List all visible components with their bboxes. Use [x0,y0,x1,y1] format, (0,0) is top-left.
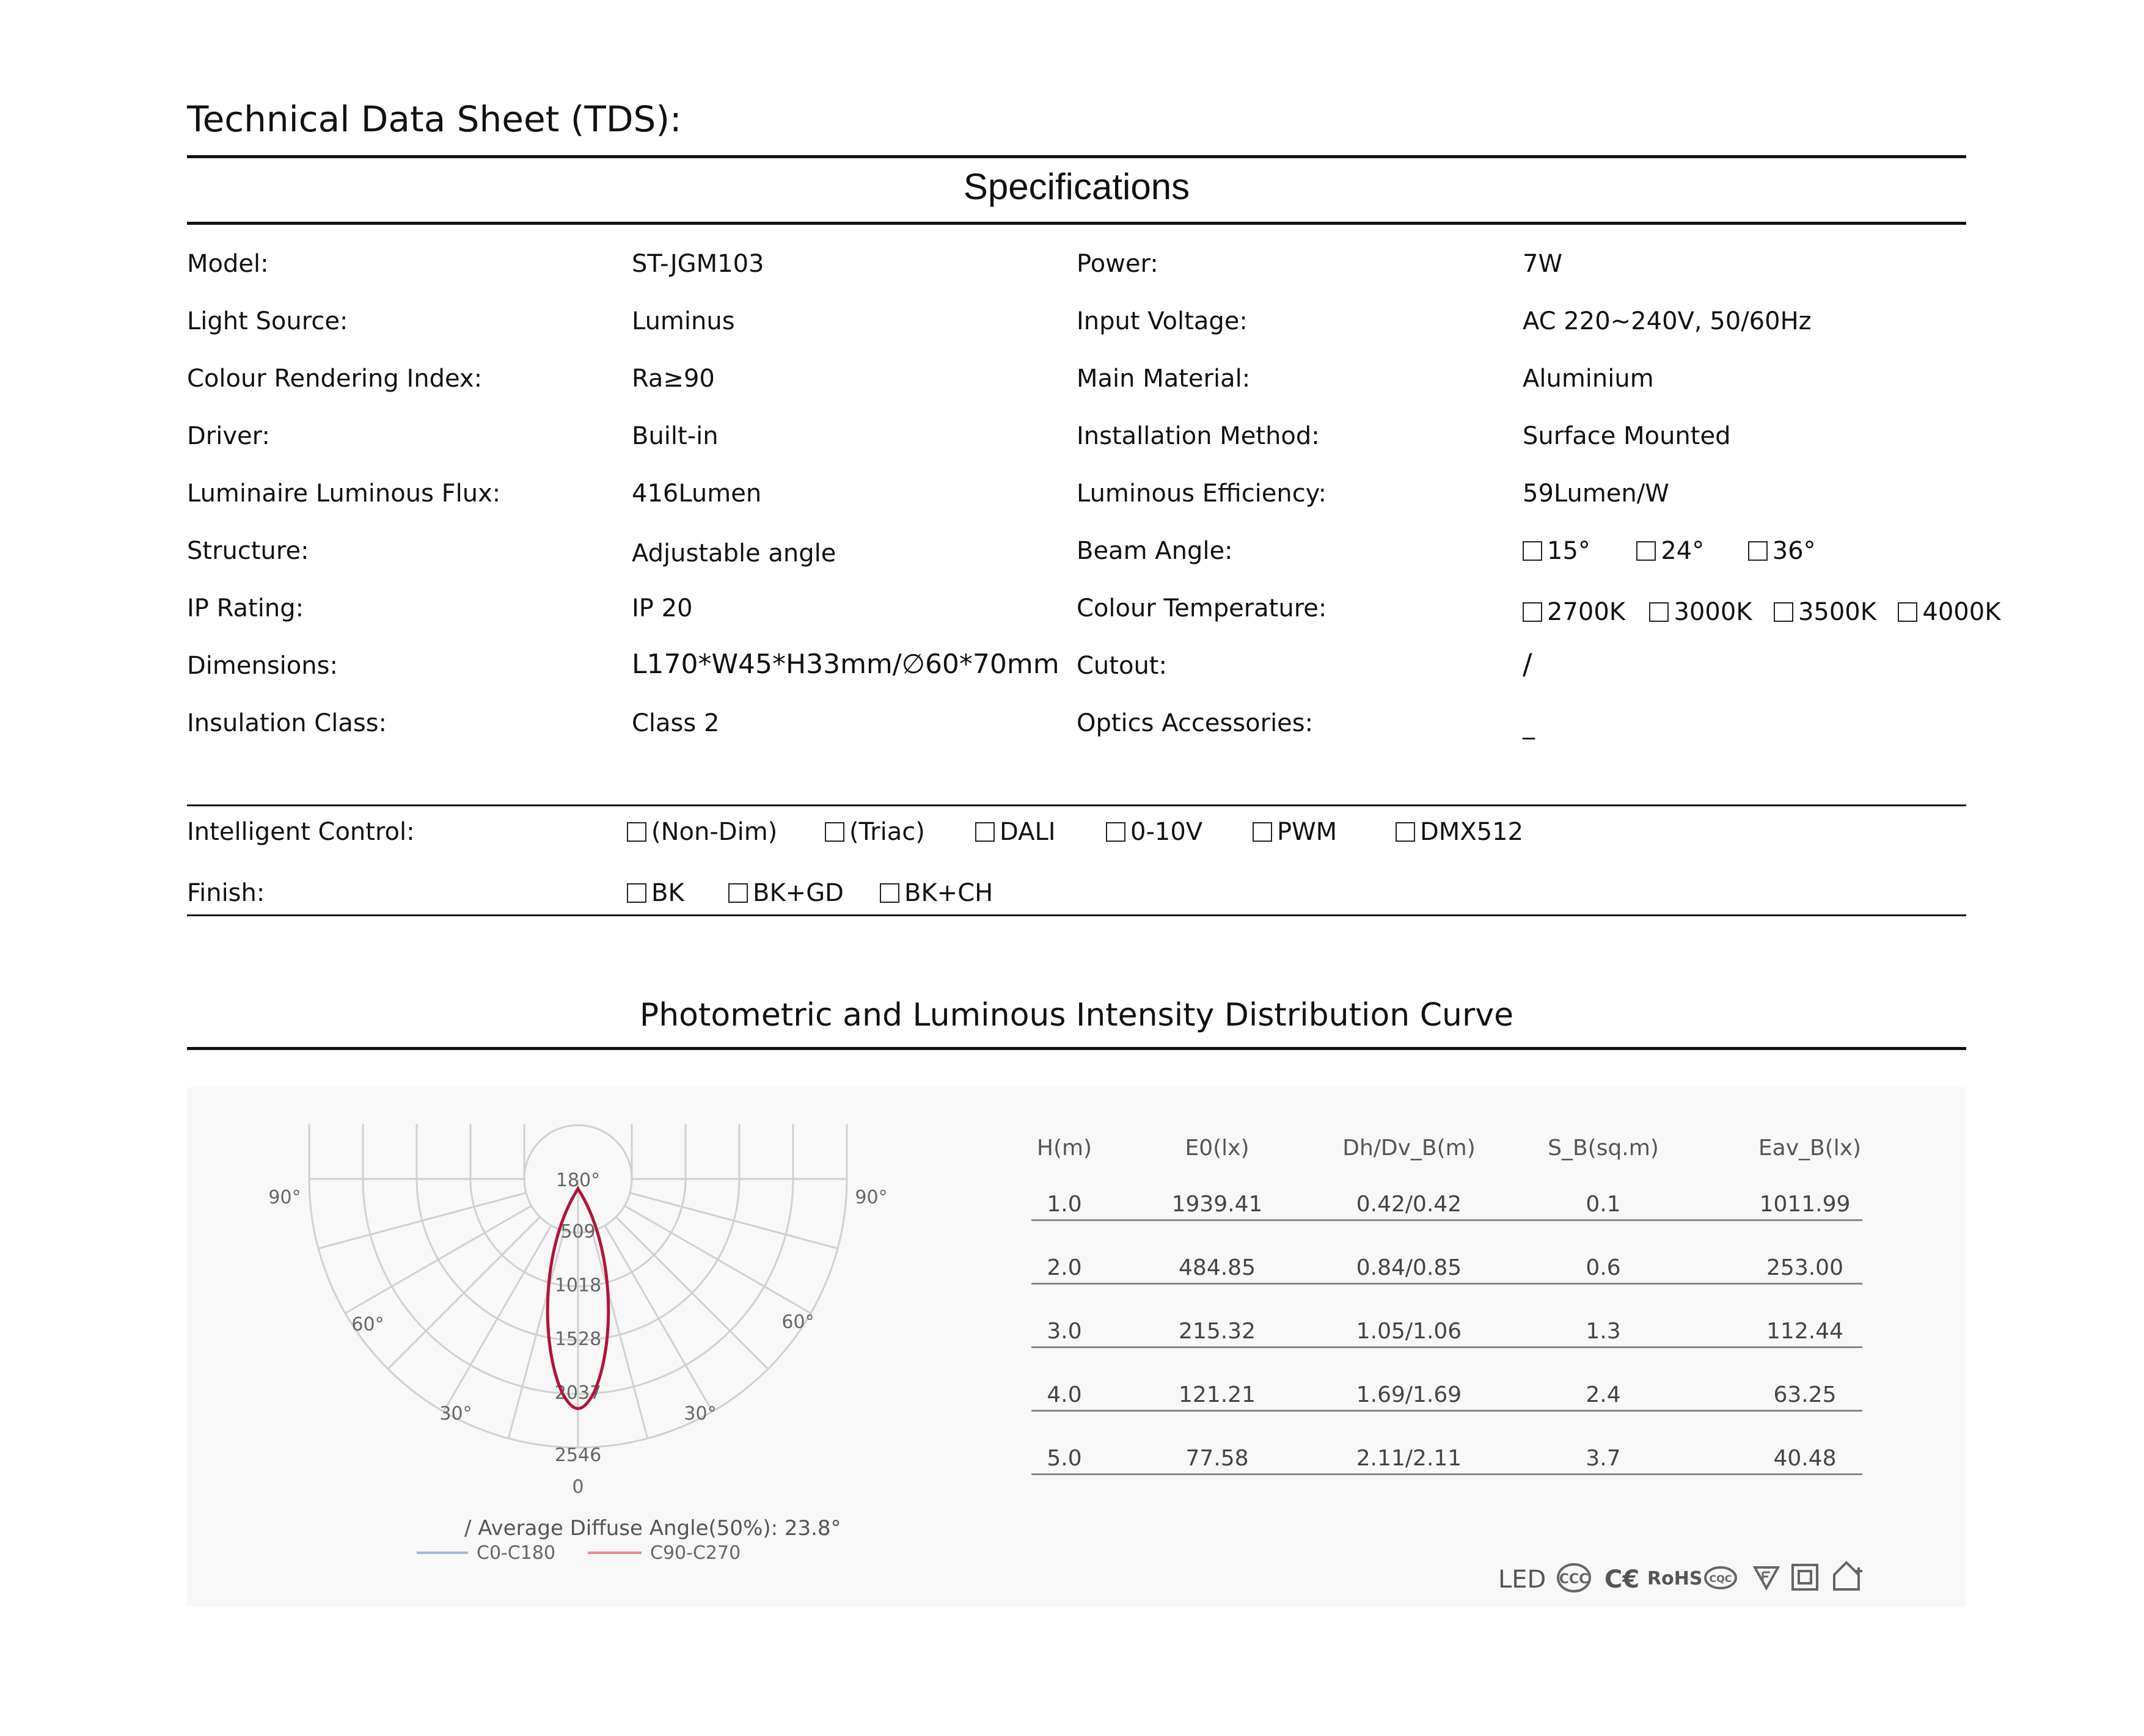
spec-value: _ [1523,712,1535,740]
spec-label: Luminous Efficiency: [1077,480,1326,508]
control-option-label: (Triac) [849,818,925,846]
table-cell: 1.69/1.69 [1356,1382,1462,1407]
table-cell: 2.4 [1586,1382,1621,1407]
checkbox[interactable] [1396,822,1415,842]
table-cell: 0.42/0.42 [1356,1192,1462,1217]
radial-intensity-label: 2546 [554,1445,602,1466]
radial-intensity-label: 1528 [554,1329,602,1350]
led-label: LED [1498,1566,1546,1594]
polar-spoke [444,1225,551,1412]
table-header: H(m) [1036,1136,1092,1161]
table-cell: 1011.99 [1759,1192,1851,1217]
cct-3500-label: 3500K [1798,598,1876,626]
spec-label: Cutout: [1077,652,1167,680]
ce-mark-icon: C€ [1604,1566,1640,1594]
angle-label-180: 180° [555,1170,601,1191]
photometric-heading: Photometric and Luminous Intensity Distribution Curve [639,997,1514,1034]
spec-value: Built-in [632,422,719,450]
f-mark-icon [1752,1564,1780,1592]
polar-spoke [630,1193,838,1249]
table-cell: 1.0 [1047,1192,1082,1217]
svg-text:CCC: CCC [1559,1572,1589,1587]
control-option[interactable] [627,820,777,844]
spec-label: Luminaire Luminous Flux: [187,480,501,508]
checkbox[interactable] [627,883,646,903]
checkbox[interactable] [728,883,748,903]
rohs-mark-icon: RoHS [1647,1568,1703,1589]
checkbox[interactable] [825,822,844,842]
beam-24-checkbox[interactable] [1636,541,1656,561]
table-header: Eav_B(lx) [1758,1136,1862,1161]
spec-label: IP Rating: [187,594,304,622]
specifications-heading: Specifications [963,166,1190,207]
spec-label: Installation Method: [1077,422,1320,450]
angle-label-90-left: 90° [268,1187,301,1208]
title-divider [187,155,1966,158]
average-diffuse-angle-caption: / Average Diffuse Angle(50%): 23.8° [464,1516,841,1541]
spec-label: Main Material: [1077,365,1251,393]
spec-value: / [1523,647,1532,680]
table-cell: 1.3 [1586,1319,1621,1344]
table-cell: 2.11/2.11 [1356,1446,1462,1471]
table-cell: 112.44 [1766,1319,1843,1344]
controls-bottom-divider [187,914,1966,916]
spec-label: Beam Angle: [1077,537,1233,565]
beam-36-checkbox[interactable] [1748,541,1768,561]
control-option-label: PWM [1277,818,1337,846]
spec-label: Input Voltage: [1077,307,1248,335]
checkbox[interactable] [1106,822,1125,842]
house-icon [1831,1559,1864,1593]
beam-36-label: 36° [1772,537,1816,565]
control-option[interactable] [1396,820,1523,844]
document-title: Technical Data Sheet (TDS): [187,98,682,140]
class2-square-icon [1790,1563,1820,1592]
legend-label-c90-c270: C90-C270 [650,1542,741,1564]
finish-option-label: BK+CH [904,879,993,907]
beam-15-checkbox[interactable] [1523,541,1542,561]
table-cell: 3.0 [1047,1319,1082,1344]
spec-value: Aluminium [1523,365,1654,393]
table-cell: 484.85 [1179,1255,1256,1280]
colour-temperature-options [1523,600,2000,624]
spec-label: Driver: [187,422,270,450]
control-option-label: DALI [1000,818,1056,846]
polar-spoke [318,1193,526,1249]
spec-value: Ra≥90 [632,365,715,393]
polar-spoke [605,1225,712,1412]
finish-label: Finish: [187,879,265,907]
table-header: S_B(sq.m) [1548,1136,1659,1161]
spec-value: Adjustable angle [632,539,836,567]
angle-label-60-right: 60° [781,1311,814,1333]
polar-spoke [388,1217,540,1369]
cct-2700-label: 2700K [1547,598,1626,626]
radial-intensity-label: 1018 [554,1275,602,1296]
cct-4000-checkbox[interactable] [1898,602,1917,622]
table-cell: 215.32 [1179,1319,1256,1344]
legend-label-c0-c180: C0-C180 [477,1542,556,1564]
intelligent-control-label: Intelligent Control: [187,818,415,846]
table-cell: 0.84/0.85 [1356,1255,1462,1280]
spec-label: Power: [1077,250,1158,278]
table-cell: 2.0 [1047,1255,1082,1280]
checkbox[interactable] [1253,822,1272,842]
spec-label: Dimensions: [187,652,338,680]
finish-option[interactable] [627,881,684,905]
table-cell: 253.00 [1766,1255,1843,1280]
angle-label-0: 0 [572,1476,584,1498]
finish-option[interactable] [880,881,993,905]
spec-value: AC 220~240V, 50/60Hz [1523,307,1812,335]
spec-value: L170*W45*H33mm/∅60*70mm [632,649,1059,680]
beam-angle-options [1523,539,1816,563]
table-cell: 63.25 [1773,1382,1837,1407]
control-option-label: 0-10V [1130,818,1203,846]
checkbox[interactable] [627,822,646,842]
table-cell: 0.1 [1586,1192,1621,1217]
control-option-label: (Non-Dim) [651,818,778,846]
beam-24-label: 24° [1661,537,1705,565]
angle-label-30-right: 30° [684,1403,717,1424]
spec-value: ST-JGM103 [632,250,764,278]
table-row-divider [1031,1219,1862,1221]
control-option[interactable] [825,820,925,844]
cct-3000-label: 3000K [1674,598,1752,626]
photometric-divider [187,1047,1966,1050]
table-cell: 3.7 [1586,1446,1621,1471]
ccc-mark-icon [1556,1561,1592,1594]
controls-top-divider [187,804,1966,806]
radial-intensity-label: 509 [560,1221,596,1242]
table-row-divider [1031,1346,1862,1348]
polar-spoke [345,1206,532,1313]
control-option[interactable] [1106,820,1202,844]
cct-2700-checkbox[interactable] [1523,602,1542,622]
angle-label-30-left: 30° [439,1403,472,1424]
angle-label-60-left: 60° [351,1314,384,1335]
beam-15-label: 15° [1547,537,1590,565]
table-header: E0(lx) [1185,1136,1249,1161]
cct-4000-label: 4000K [1922,598,2001,626]
spec-value: Class 2 [632,709,720,737]
finish-option-label: BK+GD [753,879,844,907]
spec-label: Insulation Class: [187,709,387,737]
table-cell: 40.48 [1773,1446,1837,1471]
spec-label: Structure: [187,537,309,565]
table-cell: 121.21 [1179,1382,1256,1407]
table-header: Dh/Dv_B(m) [1342,1136,1476,1161]
control-option-label: DMX512 [1420,818,1524,846]
svg-text:CQC: CQC [1709,1573,1732,1585]
table-cell: 77.58 [1185,1446,1249,1471]
spec-value: 59Lumen/W [1523,480,1669,508]
polar-spoke [616,1217,768,1369]
table-row-divider [1031,1410,1862,1412]
cct-3000-checkbox[interactable] [1649,602,1669,622]
spec-value: 7W [1523,250,1562,278]
cqc-mark-icon [1703,1565,1738,1591]
table-row-divider [1031,1473,1862,1475]
table-cell: 1939.41 [1171,1192,1263,1217]
spec-label: Light Source: [187,307,348,335]
spec-label: Optics Accessories: [1077,709,1314,737]
table-cell: 0.6 [1586,1255,1621,1280]
checkbox[interactable] [975,822,995,842]
table-cell: 4.0 [1047,1382,1082,1407]
angle-label-90-right: 90° [855,1187,888,1208]
spec-label: Model: [187,250,269,278]
spec-value: 416Lumen [632,480,762,508]
checkbox[interactable] [880,883,899,903]
spec-value: Luminus [632,307,735,335]
specifications-divider [187,222,1966,225]
spec-label: Colour Rendering Index: [187,365,483,393]
spec-value: Surface Mounted [1523,422,1731,450]
polar-spoke [624,1206,811,1313]
table-cell: 1.05/1.06 [1356,1319,1462,1344]
cct-3500-checkbox[interactable] [1774,602,1793,622]
control-option[interactable] [1253,820,1337,844]
control-option[interactable] [975,820,1056,844]
finish-option-label: BK [651,879,684,907]
finish-option[interactable] [728,881,844,905]
radial-intensity-label: 2037 [554,1382,602,1404]
spec-value: IP 20 [632,594,693,622]
table-row-divider [1031,1283,1862,1285]
table-cell: 5.0 [1047,1446,1082,1471]
spec-label: Colour Temperature: [1077,594,1327,622]
